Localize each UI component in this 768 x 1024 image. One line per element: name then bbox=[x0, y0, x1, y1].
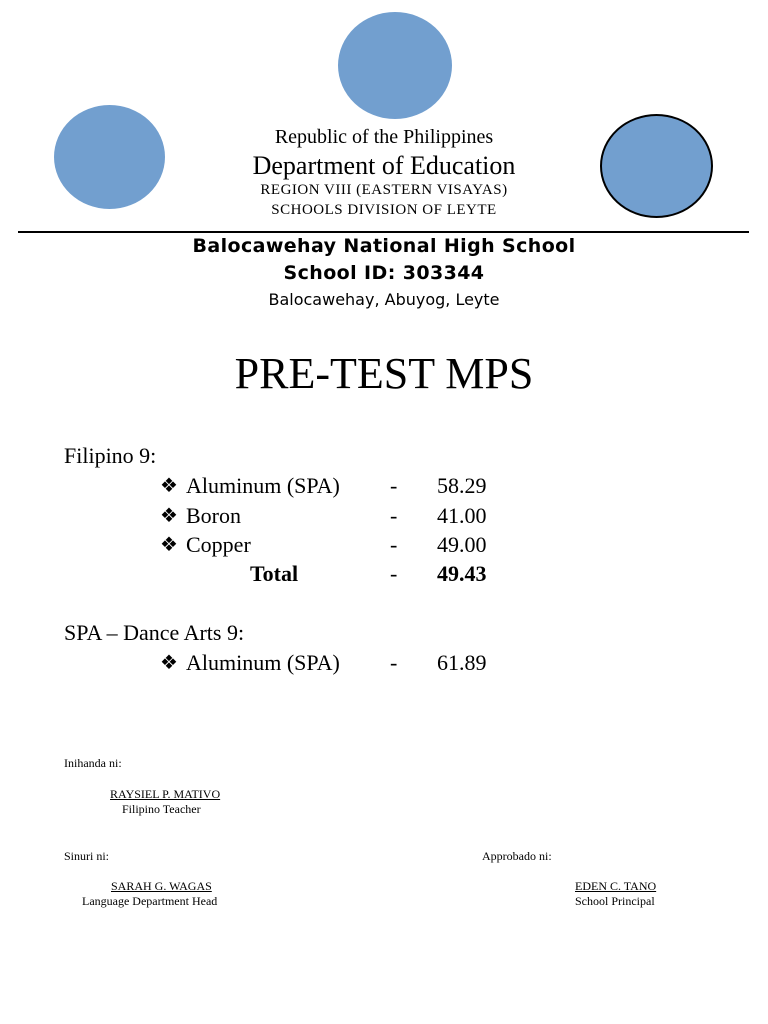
diamond-bullet-icon: ❖ bbox=[160, 505, 178, 527]
class-label: Aluminum (SPA) bbox=[186, 650, 340, 675]
separator-dash: - bbox=[390, 650, 398, 675]
separator-dash: - bbox=[390, 532, 398, 557]
mps-value: 49.00 bbox=[437, 532, 487, 557]
score-row bbox=[160, 501, 560, 531]
seal-center-logo bbox=[338, 12, 452, 119]
approved-by-role: School Principal bbox=[575, 894, 655, 908]
republic-heading: Republic of the Philippines bbox=[274, 126, 494, 148]
approved-by-name: EDEN C. TANO bbox=[575, 879, 657, 893]
prepared-by-name: RAYSIEL P. MATIVO bbox=[110, 787, 221, 801]
diamond-bullet-icon: ❖ bbox=[160, 652, 178, 674]
checked-by-role: Language Department Head bbox=[82, 894, 218, 908]
prepared-by-role: Filipino Teacher bbox=[122, 802, 201, 816]
mps-value: 58.29 bbox=[437, 473, 487, 498]
score-row bbox=[160, 530, 560, 560]
section-heading: Filipino 9: bbox=[64, 443, 157, 468]
separator-dash: - bbox=[390, 561, 398, 586]
checked-by-name: SARAH G. WAGAS bbox=[111, 879, 212, 893]
division-heading: SCHOOLS DIVISION OF LEYTE bbox=[271, 202, 497, 218]
mps-value: 41.00 bbox=[437, 503, 487, 528]
department-heading: Department of Education bbox=[252, 151, 516, 180]
mps-value: 61.89 bbox=[437, 650, 487, 675]
class-label: Copper bbox=[186, 532, 251, 557]
total-label: Total bbox=[250, 561, 299, 586]
document-title: PRE-TEST MPS bbox=[234, 349, 534, 398]
diamond-bullet-icon: ❖ bbox=[160, 534, 178, 556]
header-divider bbox=[18, 231, 749, 233]
approved-by-caption: Approbado ni: bbox=[482, 849, 552, 863]
region-heading: REGION VIII (EASTERN VISAYAS) bbox=[260, 182, 508, 198]
diamond-bullet-icon: ❖ bbox=[160, 475, 178, 497]
school-id: School ID: 303344 bbox=[283, 262, 485, 284]
total-row bbox=[160, 559, 560, 589]
class-label: Aluminum (SPA) bbox=[186, 473, 340, 498]
school-address: Balocawehay, Abuyog, Leyte bbox=[268, 290, 500, 309]
prepared-by-caption: Inihanda ni: bbox=[64, 756, 122, 770]
score-row bbox=[160, 471, 560, 501]
school-name: Balocawehay National High School bbox=[192, 235, 576, 257]
separator-dash: - bbox=[390, 503, 398, 528]
separator-dash: - bbox=[390, 473, 398, 498]
checked-by-caption: Sinuri ni: bbox=[64, 849, 110, 863]
class-label: Boron bbox=[186, 503, 241, 528]
total-value: 49.43 bbox=[437, 561, 487, 586]
score-row bbox=[160, 648, 560, 678]
section-heading: SPA – Dance Arts 9: bbox=[64, 620, 245, 645]
